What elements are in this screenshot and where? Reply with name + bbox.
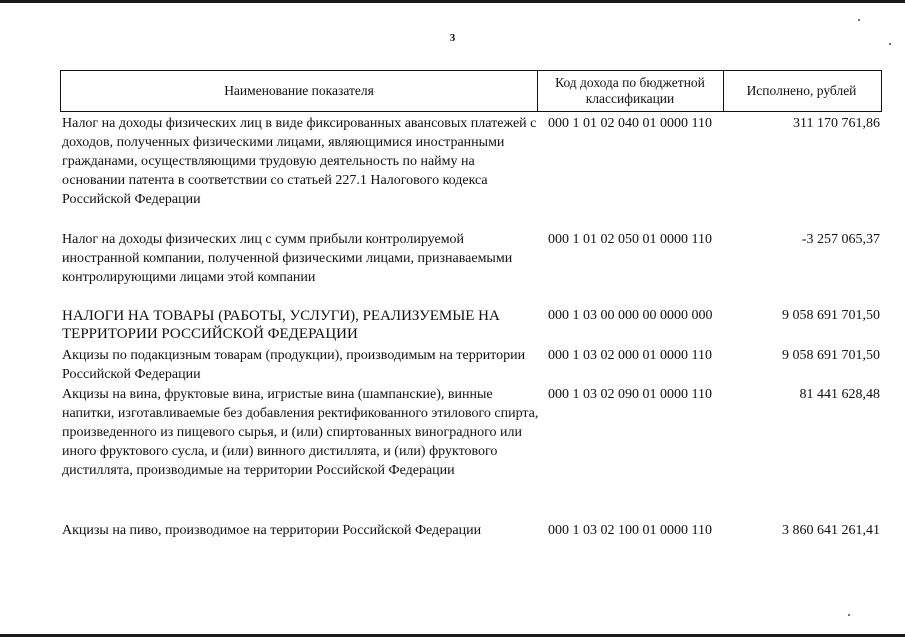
- row-name: Акцизы на пиво, производимое на территории Российской Федерации: [62, 523, 482, 538]
- bottom-border-line: [0, 634, 905, 637]
- row-amount: 81 441 628,48: [799, 387, 880, 402]
- row-amount: 3 860 641 261,41: [782, 523, 880, 538]
- row-code: 000 1 03 00 000 00 0000 000: [548, 308, 713, 323]
- row-code: 000 1 03 02 100 01 0000 110: [548, 523, 712, 538]
- row-amount: 9 058 691 701,50: [782, 348, 880, 363]
- column-header-name: [61, 71, 538, 111]
- column-header-amount-label: Исполнено, рублей: [746, 83, 857, 98]
- table-header: [60, 70, 882, 112]
- row-code: 000 1 01 02 050 01 0000 110: [548, 232, 712, 247]
- row-code: 000 1 03 02 000 01 0000 110: [548, 348, 712, 363]
- row-amount: 311 170 761,86: [793, 116, 880, 131]
- column-header-code: [537, 71, 724, 111]
- row-amount: 9 058 691 701,50: [782, 308, 880, 323]
- row-name: Налог на доходы физических лиц в виде фиксированных авансовых платежей с доходов, полученных физическими лицами, являющимися иностранными гражданами, осуществляющими трудовую деятельность по найму на основании патента в соответствии со статьей 227.1 Налогового кодекса Российской Федерации: [62, 116, 537, 207]
- row-name: НАЛОГИ НА ТОВАРЫ (РАБОТЫ, УСЛУГИ), РЕАЛИЗУЕМЫЕ НА ТЕРРИТОРИИ РОССИЙСКОЙ ФЕДЕРАЦИИ: [62, 308, 500, 342]
- page-number: 3: [449, 32, 456, 44]
- row-amount: -3 257 065,37: [801, 232, 880, 247]
- column-header-code-label: Код дохода по бюджетной классификации: [555, 75, 705, 106]
- top-border-line: [0, 0, 905, 3]
- row-name: Налог на доходы физических лиц с сумм прибыли контролируемой иностранной компании, полученной физическими лицами, признаваемыми контролирующими лицами этой компании: [62, 232, 513, 285]
- column-header-amount: [723, 71, 880, 111]
- row-code: 000 1 01 02 040 01 0000 110: [548, 116, 712, 131]
- column-header-name-label: Наименование показателя: [224, 83, 374, 98]
- scan-speck: [848, 614, 850, 616]
- row-name: Акцизы по подакцизным товарам (продукции), производимым на территории Российской Федерации: [62, 348, 526, 382]
- row-name: Акцизы на вина, фруктовые вина, игристые вина (шампанские), винные напитки, изготавливаемые без добавления ректификованного этилового спирта, произведенного из пищевого сырья, и (или) спиртованных виноградного или иного фруктового сусла, и (или) винного дистиллята, и (или) фруктового дистиллята, производимые на территории Российской Федерации: [62, 387, 539, 478]
- scan-speck: [858, 19, 860, 21]
- row-code: 000 1 03 02 090 01 0000 110: [548, 387, 712, 402]
